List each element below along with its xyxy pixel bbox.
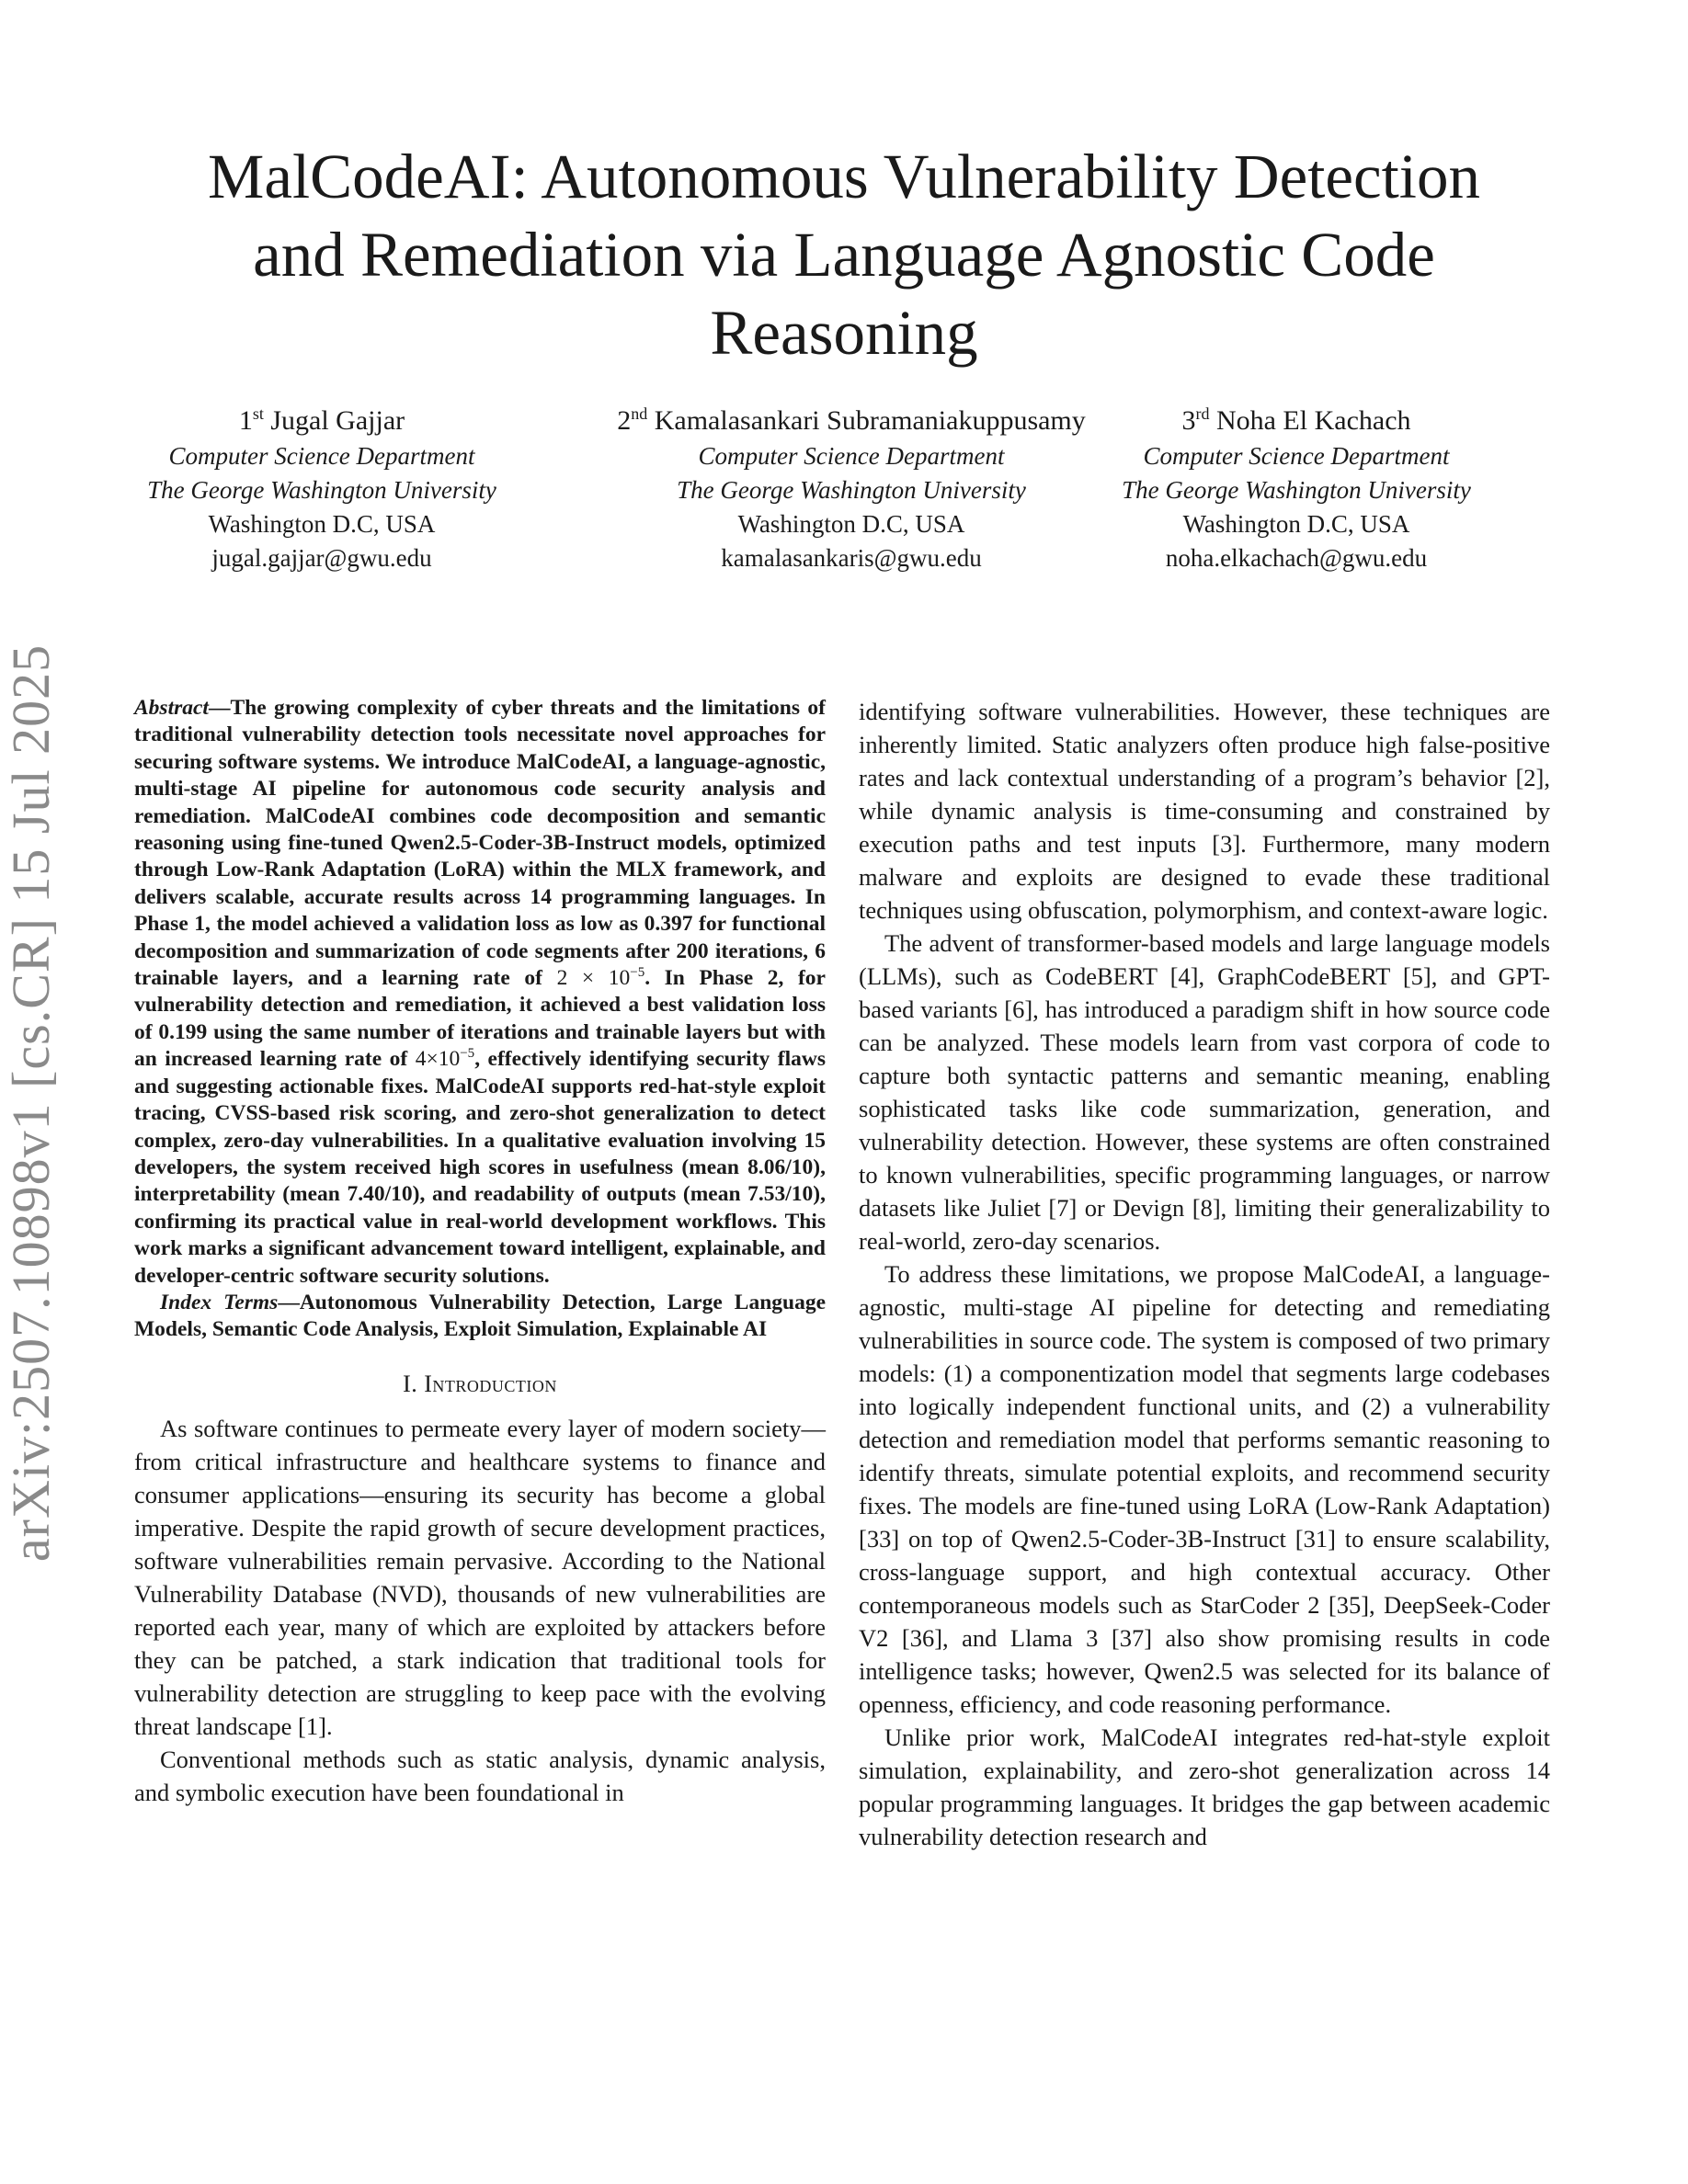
section-heading-introduction: [134, 1368, 826, 1401]
author-3-ordinal: 3: [1181, 405, 1196, 436]
intro-paragraph-continued: identifying software vulnerabilities. However, these techniques are inherently limited. Static analyzers often produce high false-positive rates and lack contextual understanding of a program’s behavior [2], while dynamic analysis is time-consuming and constrained by execution paths and test inputs [3]. Furthermore, many modern malware and exploits are designed to evade these traditional techniques using obfuscation, polymorphism, and context-aware logic.: [859, 698, 1550, 924]
abstract: [134, 695, 826, 1290]
author-2-email: kamalasankaris@gwu.edu: [721, 544, 982, 572]
author-3: [1039, 403, 1554, 575]
author-3-name: Noha El Kachach: [1215, 405, 1411, 436]
paper-title-line-2: and Remediation via Language Agnostic Code: [253, 220, 1435, 290]
author-1: [74, 403, 570, 575]
author-1-email: jugal.gajjar@gwu.edu: [211, 544, 432, 572]
author-3-ordinal-suffix: rd: [1195, 404, 1210, 423]
author-3-email: noha.elkachach@gwu.edu: [1165, 544, 1428, 572]
author-2-ordinal: 2: [617, 405, 632, 436]
author-2-ordinal-suffix: nd: [631, 404, 648, 423]
intro-paragraph-2: Conventional methods such as static analysis, dynamic analysis, and symbolic execution have been foundational in: [134, 1745, 826, 1806]
author-3-department: Computer Science Department: [1143, 442, 1450, 470]
author-1-ordinal: 1: [238, 405, 253, 436]
index-terms: [134, 1290, 826, 1344]
author-1-university: The George Washington University: [147, 476, 496, 504]
abstract-math-2: 4×10: [415, 1047, 461, 1072]
left-column: [134, 695, 826, 1809]
abstract-math-1: 2 × 10: [556, 966, 631, 991]
abstract-part-1: —The growing complexity of cyber threats and the limitations of traditional vulnerability detection tools necessitate novel approaches for securing software systems. We introduce MalCodeAI, a language-agnostic, multi-stage AI pipeline for autonomous code security analysis and remediation. MalCodeAI combines code decomposition and semantic reasoning using fine-tuned Qwen2.5-Coder-3B-Instruct models, optimized through Low-Rank Adaptation (LoRA) within the MLX framework, and delivers scalable, accurate results across 14 programming languages. In Phase 1, the model achieved a validation loss as low as 0.397 for functional decomposition and summarization of code segments after 200 iterations, 6 trainable layers, and a learning rate of: [134, 696, 826, 991]
author-1-location: Washington D.C, USA: [208, 510, 436, 538]
intro-paragraph-1: As software continues to permeate every layer of modern society—from critical infrastructure and healthcare systems to finance and consumer applications—ensuring its security has become a global imperative. Despite the rapid growth of secure development practices, software vulnerabilities remain pervasive. According to the National Vulnerability Database (NVD), thousands of new vulnerabilities are reported each year, many of which are exploited by attackers before they can be patched, a stark indication that traditional tools for vulnerability detection are struggling to keep pace with the evolving threat landscape [1].: [134, 1414, 826, 1740]
intro-paragraph-llm: The advent of transformer-based models and large language models (LLMs), such as CodeBERT [4], GraphCodeBERT [5], and GPT-based variants [6], has introduced a paradigm shift in how source code can be analyzed. These models learn from vast corpora of code to capture both syntactic patterns and semantic meaning, enabling sophisticated tasks like code summarization, generation, and vulnerability detection. However, these systems are often constrained to known vulnerabilities, specific programming languages, or narrow datasets like Juliet [7] or Devign [8], limiting their generalizability to real-world, zero-day scenarios.: [859, 929, 1550, 1255]
right-column: [859, 695, 1550, 1853]
author-3-location: Washington D.C, USA: [1182, 510, 1410, 538]
author-2-department: Computer Science Department: [698, 442, 1005, 470]
author-3-name-line: [1039, 403, 1554, 439]
author-2-location: Washington D.C, USA: [737, 510, 965, 538]
author-block: [138, 403, 1550, 586]
author-2-university: The George Washington University: [677, 476, 1026, 504]
intro-paragraph-prior-work: Unlike prior work, MalCodeAI integrates red-hat-style exploit simulation, explainability, and zero-shot generalization across 14 popular programming languages. It bridges the gap between academic vulnerability detection research and: [859, 1723, 1550, 1850]
abstract-math-2-exponent: −5: [460, 1046, 475, 1062]
author-1-name: Jugal Gajjar: [270, 405, 405, 436]
section-title: Introduction: [424, 1370, 557, 1397]
paper-title: [138, 138, 1550, 372]
paper-title-line-1: MalCodeAI: Autonomous Vulnerability Detection: [208, 142, 1480, 211]
abstract-math-1-exponent: −5: [630, 965, 645, 981]
abstract-part-3: , effectively identifying security flaws and suggesting actionable fixes. MalCodeAI supports red-hat-style exploit tracing, CVSS-based risk scoring, and zero-shot generalization to detect complex, zero-day vulnerabilities. In a qualitative evaluation involving 15 developers, the system received high scores in usefulness (mean 8.06/10), interpretability (mean 7.40/10), and readability of outputs (mean 7.53/10), confirming its practical value in real-world development workflows. This work marks a significant advancement toward intelligent, explainable, and developer-centric software security solutions.: [134, 1047, 826, 1288]
section-number: I.: [403, 1370, 425, 1397]
paper-title-line-3: Reasoning: [710, 298, 978, 368]
abstract-lead: Abstract: [134, 696, 209, 720]
intro-paragraph-proposal: To address these limitations, we propose MalCodeAI, a language-agnostic, multi-stage AI pipeline for detecting and remediating vulnerabilities in source code. The system is composed of two primary models: (1) a componentization model that segments large codebases into logically independent functional units, and (2) a vulnerability detection and remediation model that performs semantic reasoning to identify threats, simulate potential exploits, and recommend security fixes. The models are fine-tuned using LoRA (Low-Rank Adaptation) [33] on top of Qwen2.5-Coder-3B-Instruct [31] to ensure scalability, cross-language support, and high contextual accuracy. Other contemporaneous models such as StarCoder 2 [35], DeepSeek-Coder V2 [36], and Llama 3 [37] also show promising results in code intelligence tasks; however, Qwen2.5 was selected for its balance of openness, efficiency, and code reasoning performance.: [859, 1260, 1550, 1718]
index-terms-text: —Autonomous Vulnerability Detection, Large Language Models, Semantic Code Analysis, Exploit Simulation, Explainable AI: [134, 1290, 827, 1342]
index-terms-lead: Index Terms: [160, 1290, 279, 1314]
arxiv-side-stamp: arXiv:2507.10898v1 [cs.CR] 15 Jul 2025: [1, 643, 61, 1563]
author-2-name: Kamalasankari Subramaniakuppusamy: [654, 405, 1086, 436]
author-1-department: Computer Science Department: [168, 442, 475, 470]
abstract-part-2: . In Phase 2, for vulnerability detection and remediation, it achieved a best validation loss of 0.199 using the same number of iterations and trainable layers but with an increased learning rate of: [134, 966, 826, 1072]
author-1-name-line: [74, 403, 570, 439]
author-1-ordinal-suffix: st: [252, 404, 264, 423]
author-3-university: The George Washington University: [1122, 476, 1471, 504]
